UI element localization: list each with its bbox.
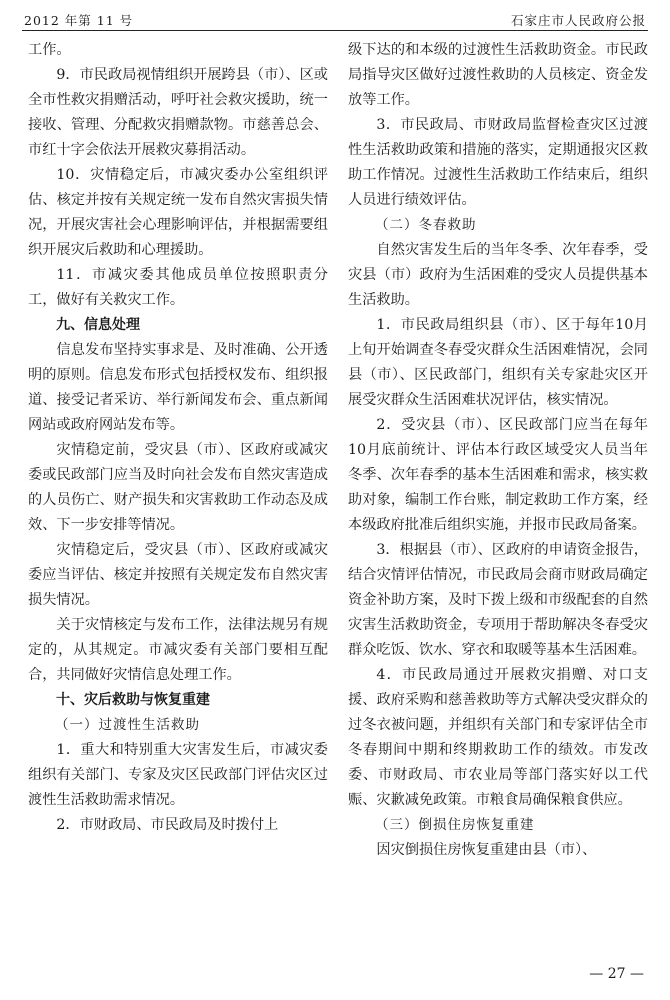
page-header — [22, 8, 648, 31]
paragraph: 11．市减灾委其他成员单位按照职责分工，做好有关救灾工作。 — [28, 267, 328, 308]
paragraph: 灾情稳定前，受灾县（市）、区政府或减灾委或民政部门应当及时向社会发布自然灾害造成的人员伤亡、财产损失和灾害救助工作动态及成效、下一步安排等情况。 — [28, 442, 328, 533]
paragraph: 工作。 — [28, 42, 71, 58]
paragraph: 信息发布坚持实事求是、及时准确、公开透明的原则。信息发布形式包括授权发布、组织报道、接受记者采访、举行新闻发布会、重点新闻网站或政府网站发布等。 — [28, 342, 328, 433]
paragraph: 自然灾害发生后的当年冬季、次年春季，受灾县（市）政府为生活困难的受灾人员提供基本生活救助。 — [348, 242, 648, 308]
right-column — [348, 38, 648, 863]
paragraph: 3．市民政局、市财政局监督检查灾区过渡性生活救助政策和措施的落实，定期通报灾区救助工作情况。过渡性生活救助工作结束后，组织人员进行绩效评估。 — [348, 117, 648, 208]
subsection-heading: （三）倒损住房恢复重建 — [375, 817, 535, 833]
subsection-heading: （一）过渡性生活救助 — [55, 717, 200, 733]
left-column — [28, 38, 328, 838]
paragraph: 9．市民政局视情组织开展跨县（市）、区或全市性救灾捐赠活动，呼吁社会救灾援助，统一接收、管理、分配救灾捐赠款物。市慈善总会、市红十字会依法开展救灾募捐活动。 — [28, 67, 328, 158]
issue-label: 2012 年第 11 号 — [24, 13, 134, 28]
journal-title: 石家庄市人民政府公报 — [510, 13, 646, 28]
section-heading: 九、信息处理 — [56, 317, 140, 333]
section-heading: 十、灾后救助与恢复重建 — [56, 692, 210, 708]
paragraph: 3．根据县（市）、区政府的申请资金报告，结合灾情评估情况，市民政局会商市财政局确定资金补助方案，及时下拨上级和市级配套的自然灾害生活救助资金，专项用于帮助解决冬春受灾群众吃饭、饮水、穿衣和取暖等基本生活困难。 — [348, 542, 648, 658]
paragraph: 2．受灾县（市）、区民政部门应当在每年10月底前统计、评估本行政区域受灾人员当年冬季、次年春季的基本生活困难和需求，核实救助对象，编制工作台账，制定救助工作方案，经本级政府批准后组织实施，并报市民政局备案。 — [348, 417, 648, 533]
paragraph: 灾情稳定后，受灾县（市）、区政府或减灾委应当评估、核定并按照有关规定发布自然灾害损失情况。 — [28, 542, 328, 608]
page-number: — 27 — — [589, 966, 644, 982]
paragraph: 4．市民政局通过开展救灾捐赠、对口支援、政府采购和慈善救助等方式解决受灾群众的过冬衣被问题，并组织有关部门和专家评估全市冬春期间中期和终期救助工作的绩效。市发改委、市财政局、市农业局等部门落实好以工代赈、灾歉减免政策。市粮食局确保粮食供应。 — [348, 667, 648, 808]
paragraph: 1．重大和特别重大灾害发生后，市减灾委组织有关部门、专家及灾区民政部门评估灾区过渡性生活救助需求情况。 — [28, 742, 328, 808]
paragraph: 10．灾情稳定后，市减灾委办公室组织评估、核定并按有关规定统一发布自然灾害损失情况，开展灾害社会心理影响评估，并根据需要组织开展灾后救助和心理援助。 — [28, 167, 328, 258]
paragraph: 因灾倒损住房恢复重建由县（市）、 — [376, 842, 597, 858]
subsection-heading: （二）冬春救助 — [375, 217, 477, 233]
paragraph: 1．市民政局组织县（市）、区于每年10月上旬开始调查冬春受灾群众生活困难情况，会同县（市）、区民政部门，组织有关专家赴灾区开展受灾群众生活困难状况评估，核实情况。 — [348, 317, 648, 408]
paragraph: 级下达的和本级的过渡性生活救助资金。市民政局指导灾区做好过渡性救助的人员核定、资金发放等工作。 — [348, 42, 648, 108]
paragraph: 2．市财政局、市民政局及时拨付上 — [56, 817, 279, 833]
paragraph: 关于灾情核定与发布工作，法律法规另有规定的，从其规定。市减灾委有关部门要相互配合，共同做好灾情信息处理工作。 — [28, 617, 328, 683]
